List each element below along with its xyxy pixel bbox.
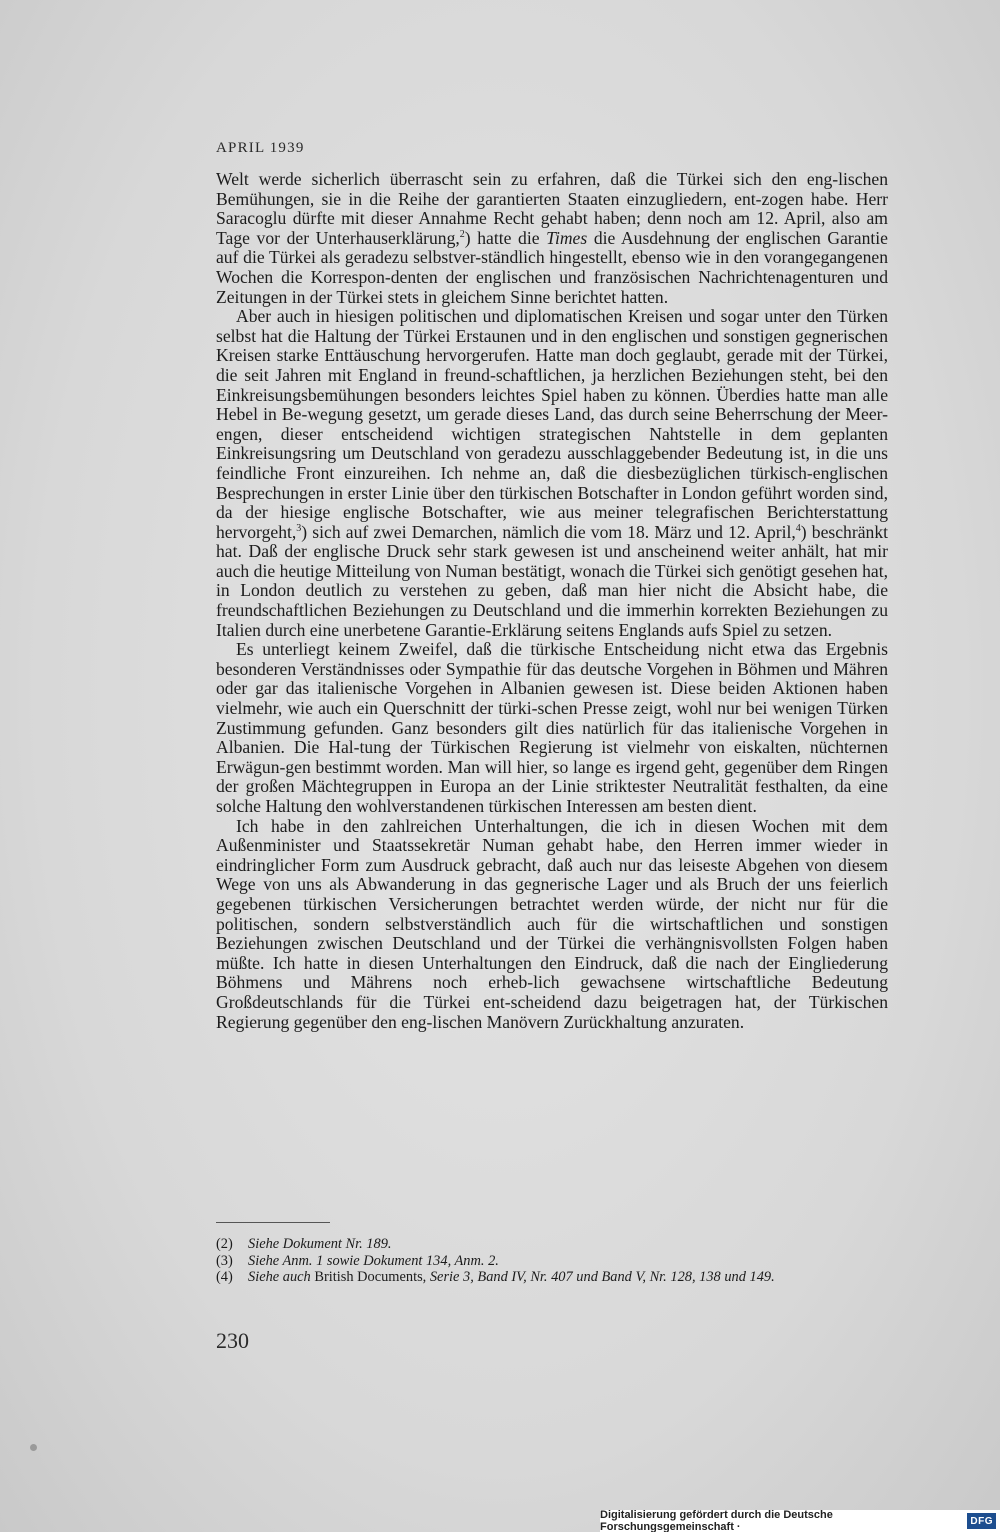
paragraph-2 xyxy=(216,307,888,640)
footnote-2 xyxy=(216,1236,906,1253)
british-documents-title: British Documents, xyxy=(314,1269,427,1285)
footnote-3 xyxy=(216,1253,906,1270)
paragraph-4: Ich habe in den zahlreichen Unterhaltungen, die ich in diesen Wochen mit dem Außenminister und Staatssekretär Numan gehabt habe, den Herren immer wieder in eindringlicher Form zum Ausdruck gebracht, daß auch nur das leiseste Abgehen von diesem Wege von uns als Abwanderung in das gegnerische Lager und als Bruch der uns feierlich gegebenen türkischen Versicherungen betrachtet werden würde, der nicht nur für die politischen, sondern selbstverständlich auch für die wirtschaftlichen und sonstigen Beziehungen zwischen Deutschland und der Türkei die verhängnisvollsten Folgen haben müßte. Ich hatte in diesen Unterhaltungen den Eindruck, daß die nach der Eingliederung Böhmens und Mährens noch erheb-lich gewachsene wirtschaftliche Bedeutung Großdeutschlands für die Türkei ent-scheidend dazu beigetragen hat, der Türkischen Regierung gegenüber den eng-lischen Manövern Zurückhaltung anzuraten. xyxy=(216,815,888,1032)
page-number: 230 xyxy=(216,1328,249,1353)
footnote-text: Siehe Anm. 1 sowie Dokument 134, Anm. 2. xyxy=(248,1252,499,1269)
paragraph-3: Es unterliegt keinem Zweifel, daß die türkische Entscheidung nicht etwa das Ergebnis besonderen Verständnisses oder Sympathie für das deutsche Vorgehen in Böhmen und Mähren oder gar das italienische Vorgehen in Albanien gewesen ist. Diese beiden Aktionen haben vielmehr, wie auch ein Querschnitt der türki-schen Presse zeigt, wohl nur bei wenigen Türken Zustimmung gefunden. Ganz besonders gilt dies natürlich für das italienische Vorgehen in Albanien. Die Hal-tung der Türkischen Regierung ist vielmehr von eiskalten, nüchternen Erwägun-gen bestimmt worden. Man will hier, so lange es irgend geht, gegenüber dem Ringen der großen Mächtegruppen in Europa an der Linie striktester Neutralität festhalten, da eine solche Haltung den wohlverstandenen türkischen Interessen am besten dient. xyxy=(216,639,888,816)
body-text xyxy=(216,170,888,1032)
digitization-credit xyxy=(600,1510,1000,1532)
paragraph-2-part-1: Aber auch in hiesigen politischen und diplomatischen Kreisen und sogar unter den Türken selbst hat die Haltung der Türkei Erstaunen und in den englischen und sonstigen gegnerischen Kreisen starke Enttäuschung hervorgerufen. Hatte man doch geglaubt, gerade mit der Türkei, die seit Jahren mit England in freund-schaftlichen, ja herzlichen Beziehungen steht, bei den Einkreisungsbemühungen besonders leichtes Spiel haben zu können. Überdies hatte man alle Hebel in Be-wegung gesetzt, um gerade dieses Land, das durch seine Beherrschung der Meer-engen, dieser entscheidend wichtigen strategischen Nahtstelle in dem geplanten Einkreisungsring um Deutschland von geradezu ausschlaggebender Bedeutung ist, in die uns feindliche Front einzureihen. Ich nehme an, daß die diesbezüglichen türkisch-englischen Besprechungen in erster Linie über den türkischen Botschafter in London geführt worden sind, da der hiesige englische Botschafter, wie aus meiner telegrafischen Berichterstattung hervorgeht, xyxy=(216,306,888,542)
credit-text: Digitalisierung gefördert durch die Deutsche Forschungsgemeinschaft · xyxy=(600,1509,833,1532)
running-head: APRIL 1939 xyxy=(216,140,305,156)
footnote-ref-2: 2 xyxy=(459,228,465,240)
footnotes xyxy=(216,1236,906,1286)
paragraph-1-part-3: die Ausdehnung der englischen Garantie auf die Türkei als geradezu selbstver-ständlich hingestellt, ebenso wie in den vorangegangenen Wochen die Korrespon-denten der englischen und französischen Nachrichtenagenturen und Zeitungen in der Türkei stets in gleichem Sinne berichtet hatten. xyxy=(216,227,888,307)
footnote-ref-3: 3 xyxy=(296,522,302,534)
footnote-mark: (3) xyxy=(216,1252,233,1269)
footnote-divider xyxy=(216,1222,330,1223)
footnote-text xyxy=(248,1269,775,1286)
paragraph-2-part-2: ) sich auf zwei Demarchen, nämlich die vom 18. März und 12. April, xyxy=(301,521,796,542)
footnote-text-part-2: Serie 3, Band IV, Nr. 407 und Band V, Nr. 128, 138 und 149. xyxy=(426,1269,775,1285)
footnote-mark: (2) xyxy=(216,1236,233,1252)
footnote-text: Siehe Dokument Nr. 189. xyxy=(248,1236,392,1252)
footnote-mark: (4) xyxy=(216,1269,233,1285)
paragraph-1-part-1: Welt werde sicherlich überrascht sein zu erfahren, daß die Türkei sich den eng-lischen Bemühungen, sie in die Reihe der garantierten Staaten einzugliedern, ent-zogen habe. Herr Saracoglu dürfte mit dieser Annahme Recht gehabt haben; denn noch am 12. April, also am Tage vor der Unterhauserklärung, xyxy=(216,169,888,248)
footnote-4 xyxy=(216,1269,906,1286)
paper-speck xyxy=(30,1444,37,1451)
paragraph-1-part-2: ) hatte die xyxy=(464,227,547,248)
times-newspaper-title: Times xyxy=(546,227,588,248)
dfg-logo-icon: DFG xyxy=(967,1513,996,1529)
paragraph-1 xyxy=(216,170,888,307)
footnote-text-part-1: Siehe auch xyxy=(248,1269,315,1285)
footnote-ref-4: 4 xyxy=(795,522,801,534)
paragraph-2-part-3: ) beschränkt hat. Daß der englische Druck sehr stark gewesen ist und anscheinend weiter anhält, hat mir auch die heutige Mitteilung von Numan bestätigt, wonach die Türkei sich genötigt gesehen hat, in London deutlich zu verstehen zu geben, daß man hier nicht die Absicht habe, die freundschaftlichen Beziehungen zu Deutschland und die immerhin korrekten Beziehungen zu Italien durch eine unerbetene Garantie-Erklärung seitens Englands aufs Spiel zu setzen. xyxy=(216,521,889,640)
